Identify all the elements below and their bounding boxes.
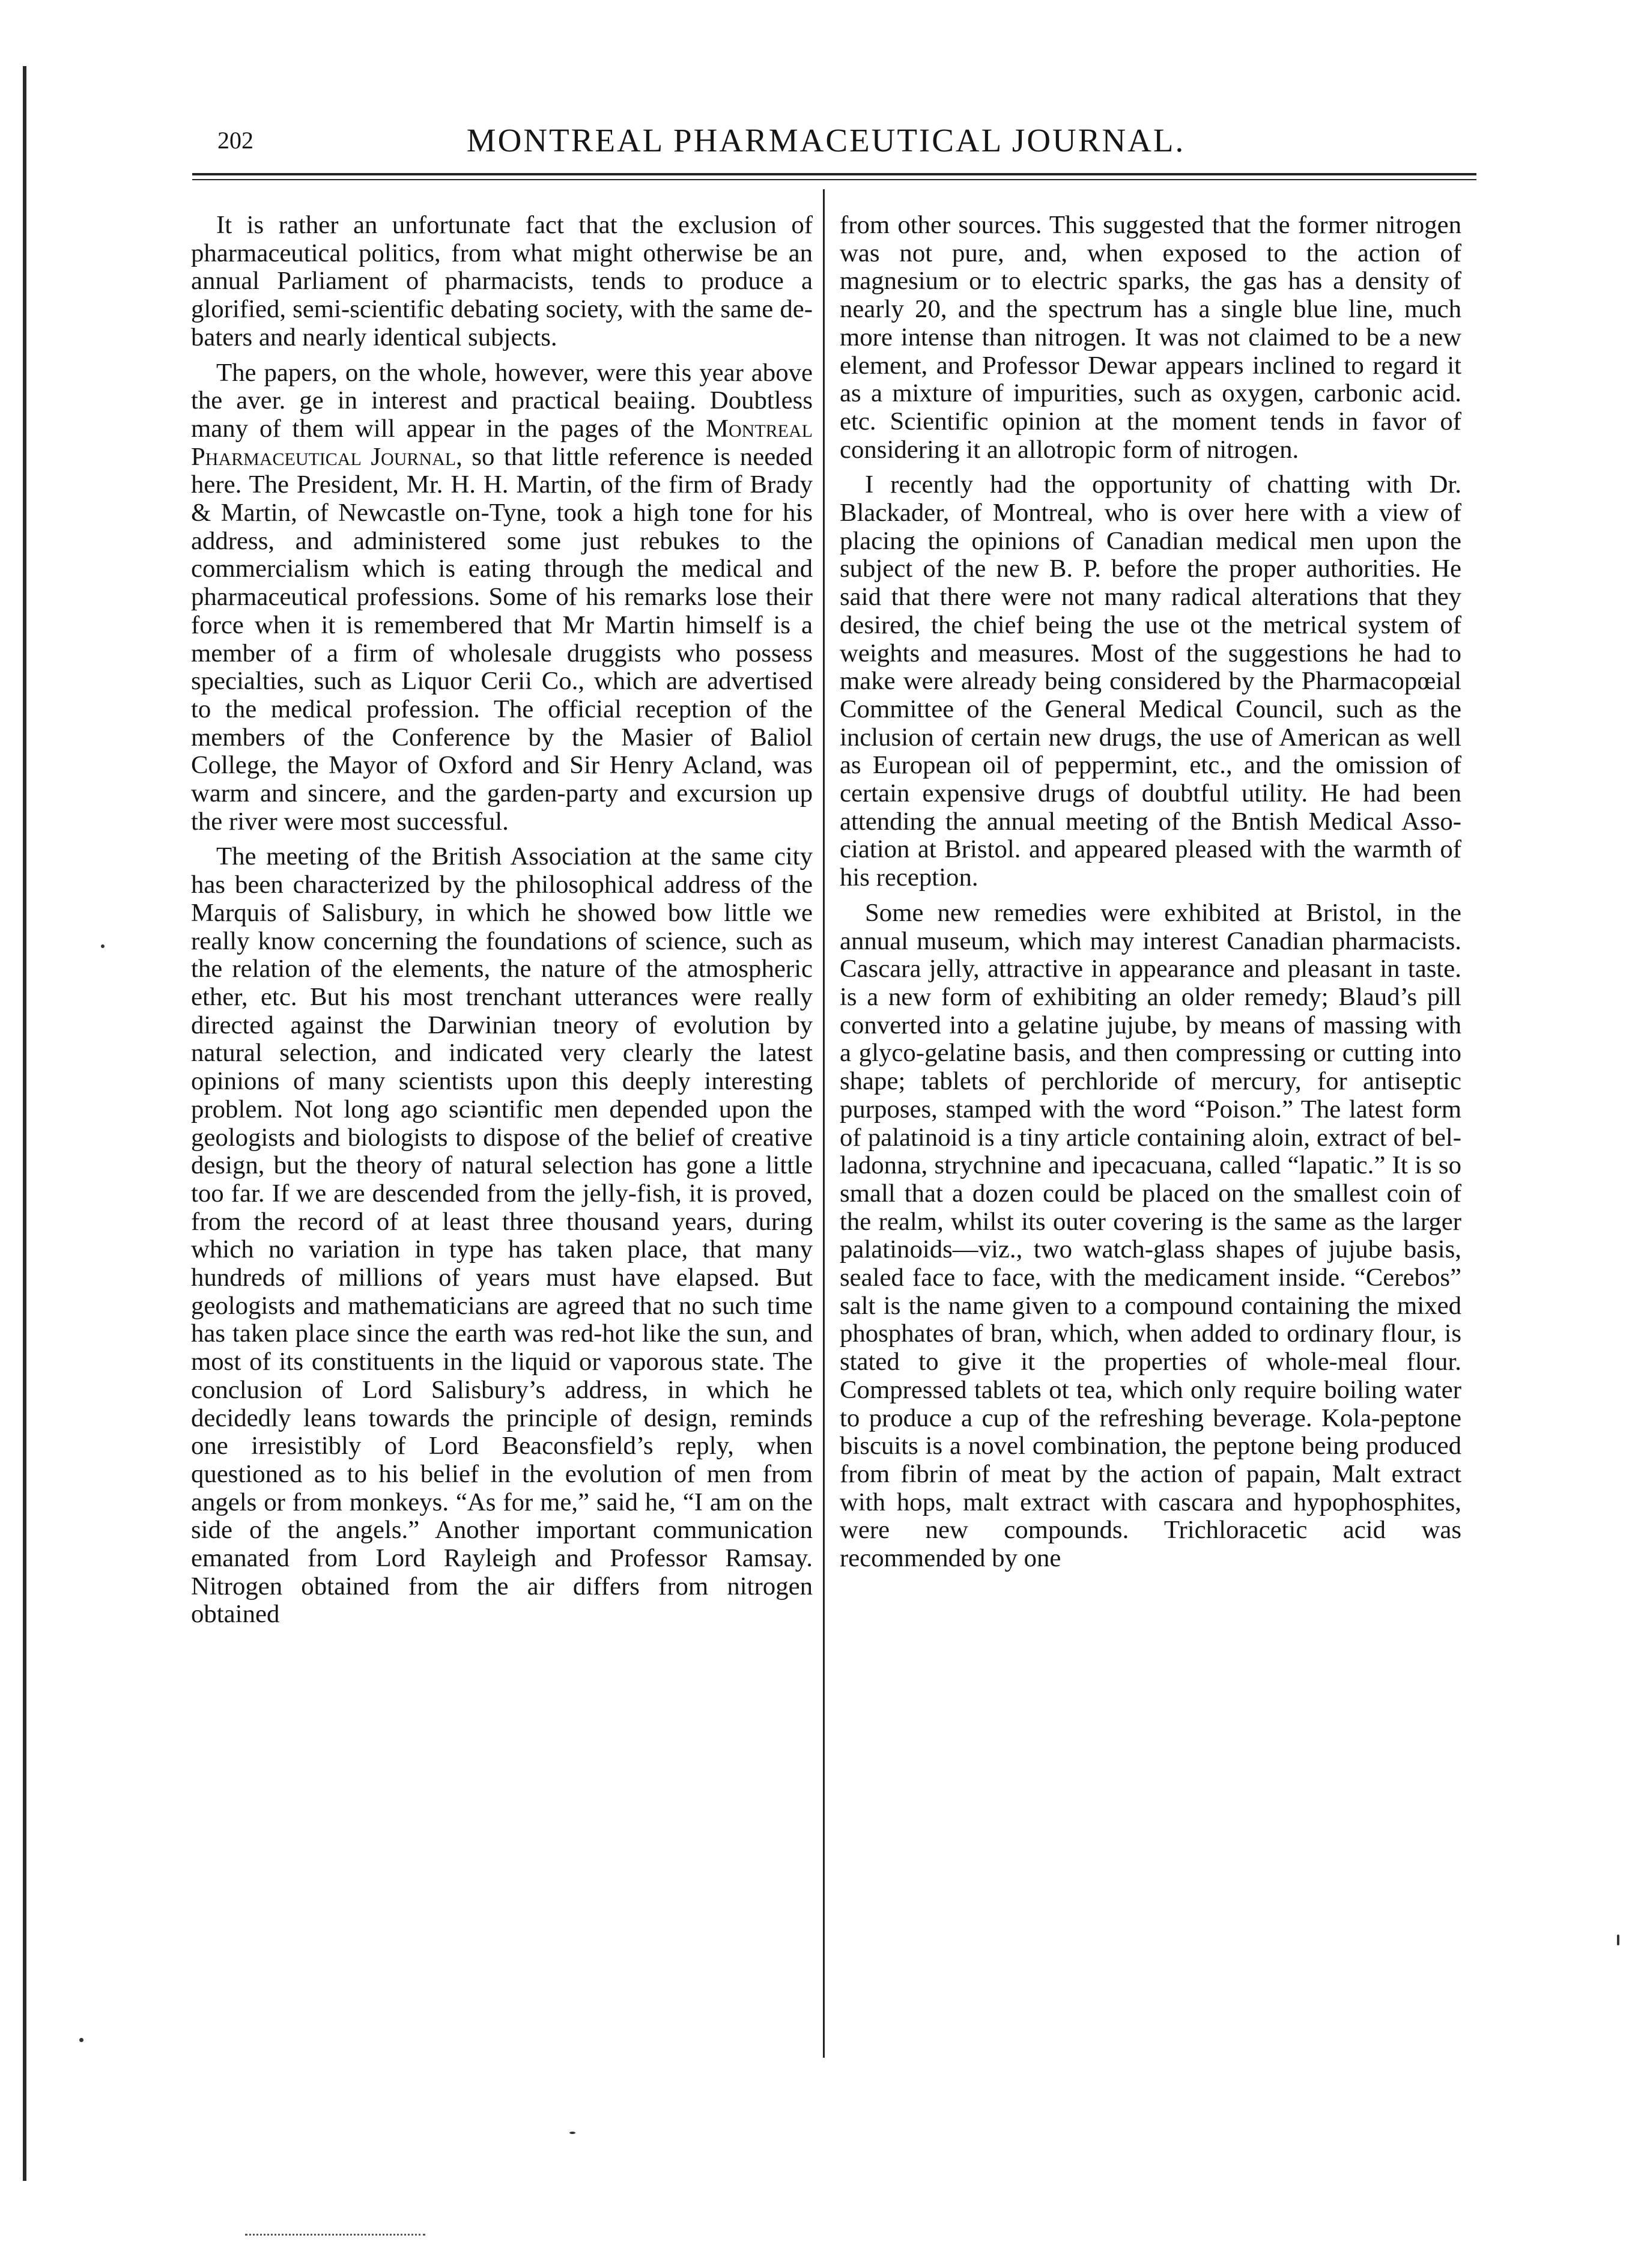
page-number: 202 xyxy=(217,127,253,154)
left-column xyxy=(191,211,813,2062)
left-paragraph-3: The meeting of the British Association at the same city has been characterized by the philosophical address of the Marquis of Salisbury, in which he showed bow little we really know concerning the foundations of science, such as the relation of the elements, the nature of the atmospheric ether, etc. But his most trenchant utterances were really directed against the Darwinian tneory of evolution by natural selection, and indicated very clearly the latest opinions of many scientists upon this deeply interesting problem. Not long ago sciəntific men depended upon the geologists and biologists to dispose of the belief of creative design, but the theory of natural selection has gone a little too far. If we are descended from the jelly-fish, it is proved, from the record of at least three thousand years, during which no variation in type has taken place, that many hundreds of millions of years must have elapsed. But geologists and mathematicians are agreed that no such time has taken place since the earth was red-hot like the sun, and most of its constituents in the liquid or vaporous state. The conclusion of Lord Salisbury’s address, in which he decidedly leans towards the principle of design, reminds one irresistibly of Lord Beaconsfield’s reply, when questioned as to his belief in the evolution of men from angels or from monkeys. “As for me,” said he, “I am on the side of the angels.” Another important communication emanated from Lord Rayleigh and Professor Ramsay. Nitrogen obtained from the air differs from nitrogen obtained xyxy=(191,842,813,1629)
header-rule-thin xyxy=(192,179,1476,180)
column-divider xyxy=(823,189,825,2058)
left-paragraph-2-end: , so that little reference is needed here. The President, Mr. H. H. Martin, of the firm of Brady & Martin, of Newcastle on-Tyne, took a high tone for his address, and administered some just rebukes to the commercialism which is eating through the medical and pharmaceutical professions. Some of his remarks lose their force when it is remembered that Mr Martin himself is a member of a firm of wholesale druggists who possess specialties, such as Liquor Cerii Co., which are advertised to the medical profession. The official reception of the members of the Conference by the Masier of Baliol College, the Mayor of Oxford and Sir Henry Acland, was warm and sincere, and the garden-party and excursion up the river were most successful. xyxy=(191,442,813,836)
header-rule xyxy=(192,173,1476,175)
right-paragraph-3: Some new remedies were exhibited at Bristol, in the annual museum, which may interest Canadian pharmacists. Cascara jelly, attractive in appearance and pleasant in taste. is a new form of exhibiting an older remedy; Blaud’s pill converted into a gelatine jujube, by means of massing with a glyco-gelatine basis, and then compressing or cutting into shape; tablets of perchloride of mercury, for antiseptic purposes, stamped with the word “Poison.” The latest form of palatinoid is a tiny article containing aloin, extract of belladonna, strychnine and ipecacuana, called “lapatic.” It is so small that a dozen could be placed on the smallest coin of the realm, whilst its outer covering is the same as the larger palatinoids—viz., two watch-glass shapes of jujube basis, sealed face to face, with the medicament inside. “Cerebos” salt is the name given to a compound containing the mixed phosphates of bran, which, when added to ordinary flour, is stated to give it the properties of whole-meal flour. Compressed tablets ot tea, which only require boiling water to produce a cup of the refreshing beverage. Kola-peptone biscuits is a novel combination, the peptone being produced from fibrin of meat by the action of papain, Malt extract with hops, malt extract with cascara and hypophosphites, were new compounds. Trichloracetic acid was recommended by one xyxy=(840,898,1461,1573)
journal-name-inline: Montreal Pharmaceutical Journal xyxy=(191,414,813,471)
scan-artifact-line xyxy=(245,2234,425,2239)
right-paragraph-2: I recently had the opportunity of chatting with Dr. Blackader, of Montreal, who is over here with a view of placing the opinions of Canadian medical men upon the subject of the new B. P. before the proper authorities. He said that there were not many radical alterations that they desired, the chief being the use ot the metrical system of weights and measures. Most of the suggestions he had to make were already being considered by the Pharmacopœial Committee of the General Medical Council, such as the inclusion of certain new drugs, the use of American as well as European oil of peppermint, etc., and the omission of certain expensive drugs of doubtful utility. He had been attending the annual meeting of the Bntish Medical Association at Bristol. and appeared pleased with the warmth of his reception. xyxy=(840,470,1461,892)
left-paragraph-2 xyxy=(191,359,813,836)
journal-title: MONTREAL PHARMACEUTICAL JOURNAL. xyxy=(466,122,1186,159)
scan-speck xyxy=(79,2038,83,2042)
right-paragraph-1: from other sources. This suggested that the former nitrogen was not pure, and, when exposed to the action of magnesium or to electric sparks, the gas has a density of nearly 20, and the spectrum has a single blue line, much more intense than nitrogen. It was not claimed to be a new element, and Professor Dewar appears inclined to regard it as a mixture of impurities, such as oxygen, carbonic acid. etc. Scientific opinion at the moment tends in favor of considering it an allotropic form of nitrogen. xyxy=(840,211,1461,464)
left-paragraph-2-start: The papers, on the whole, however, were this year above the aver. ge in interest and practical beaiing. Doubtless many of them will appear in the pages of the xyxy=(191,358,813,443)
page-binding-edge xyxy=(23,66,26,2181)
scan-speck xyxy=(101,944,105,948)
scan-speck xyxy=(1617,1935,1619,1945)
left-paragraph-1: It is rather an unfortunate fact that the exclusion of pharmaceutical politics, from what might otherwise be an annual Parliament of pharmacists, tends to produce a glorified, semi-scientific debating society, with the same debaters and nearly identical subjects. xyxy=(191,211,813,351)
page-header xyxy=(174,121,1478,163)
right-column xyxy=(840,211,1461,2062)
scan-speck xyxy=(569,2132,575,2134)
